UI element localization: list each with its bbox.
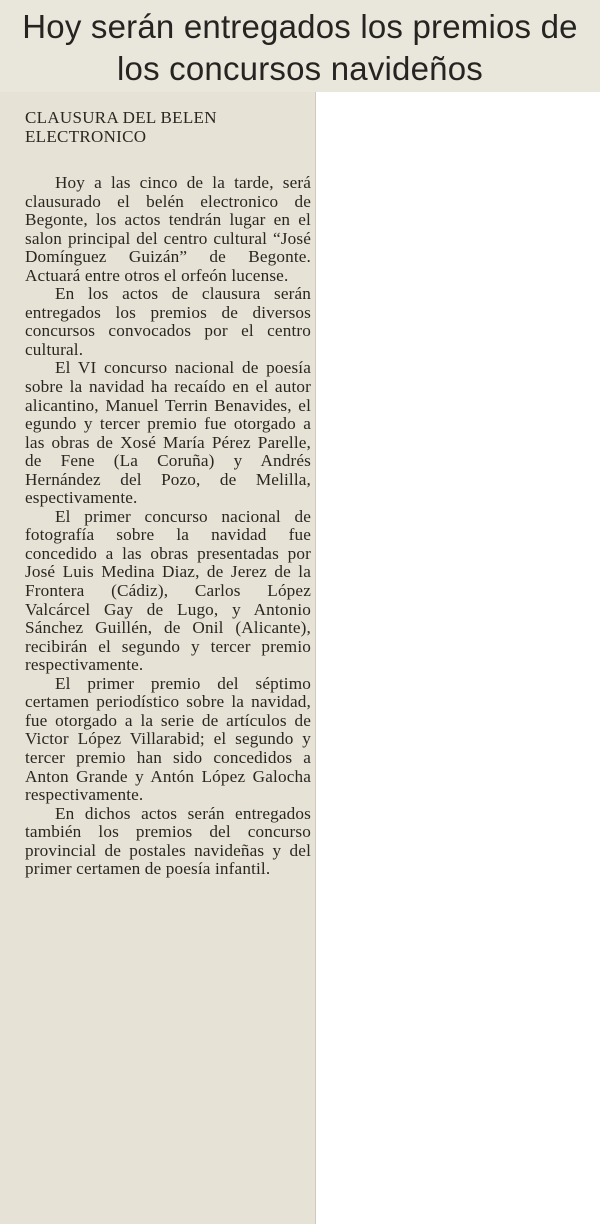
paragraph-3: El VI concurso nacional de poesía sobre la navidad ha recaído en el autor alicantino, Manuel Terrin Benavides, el egundo y tercer premio fue otorgado a las obras de Xosé María Pérez Parelle, de Fene (La Coruña) y Andrés Hernández del Pozo, de Melilla, espectivamente.: [25, 358, 311, 508]
paragraph-4: El primer concurso nacional de fotografía sobre la navidad fue concedido a las obras presentadas por José Luis Medina Diaz, de Jerez de la Frontera (Cádiz), Carlos López Valcárcel Gay de Lugo, y Antonio Sánchez Guillén, de Onil (Alicante), recibirán el segundo y tercer premio respectivamente.: [25, 506, 311, 675]
article-subhead: CLAUSURA DEL BELEN ELECTRONICO: [25, 108, 217, 146]
headline: [0, 6, 600, 90]
paragraph-2: En los actos de clausura serán entregados los premios de diversos concursos convocados por el centro cultural.: [25, 284, 311, 359]
headline-line-2: los concursos navideños: [117, 50, 483, 87]
paragraph-6: En dichos actos serán entregados también los premios del concurso provincial de postales navideñas y del primer certamen de poesía infantil.: [25, 803, 311, 879]
headline-line-1: Hoy serán entregados los premios de: [22, 8, 578, 45]
paragraph-5: El primer premio del séptimo certamen periodístico sobre la navidad, fue otorgado a la serie de artículos de Victor López Villarabid; el segundo y tercer premio han sido concedidos a Anton Grande y Antón López Galocha respectivamente.: [25, 673, 311, 805]
paragraph-1: Hoy a las cinco de la tarde, será clausurado el belén electronico de Begonte, los actos tendrán lugar en el salon principal del centro cultural “José Domínguez Guizán” de Begonte. Actuará entre otros el orfeón lucense.: [25, 173, 311, 285]
article-body: [25, 108, 311, 879]
